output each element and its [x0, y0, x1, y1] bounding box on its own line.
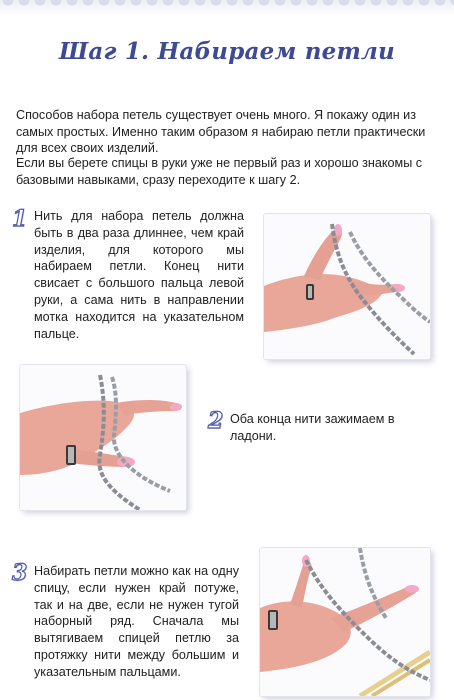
step-1-number: 1	[12, 206, 28, 232]
step-3-number: 3	[12, 560, 28, 586]
intro-paragraph-1: Способов набора петель существует очень много. Я покажу один из самых простых. Именно таким образом я набираю петли практически для всех своих изделий.	[16, 108, 426, 155]
step-3-text: Набирать петли можно как на одну спицу, если нужен край потуже, так и на две, если не нужен тугой наборный ряд. Сначала мы вытягиваем спицей петлю за протяжку нити между большим и указательным пальцами.	[34, 564, 239, 679]
step-3-photo	[260, 548, 430, 696]
intro-paragraph-2: Если вы берете спицы в руки уже не первый раз и хорошо знакомы с базовыми навыками, сразу переходите к шагу 2.	[16, 156, 423, 187]
page-title: Шаг 1. Набираем петли	[59, 38, 395, 65]
step-1-photo	[264, 214, 430, 359]
step-2-text: Оба конца нити зажимаем в ладони.	[230, 412, 395, 443]
step-1-text: Нить для набора петель должна быть в два раза длиннее, чем край изделия, для которого мы набираем петли. Конец нити свисает с большого пальца левой руки, а сама нить в направлении мотка находится на указательном пальце.	[34, 209, 244, 341]
step-2-number: 2	[208, 408, 224, 434]
step-2-photo	[20, 365, 186, 510]
decorative-lace-border	[0, 0, 454, 16]
